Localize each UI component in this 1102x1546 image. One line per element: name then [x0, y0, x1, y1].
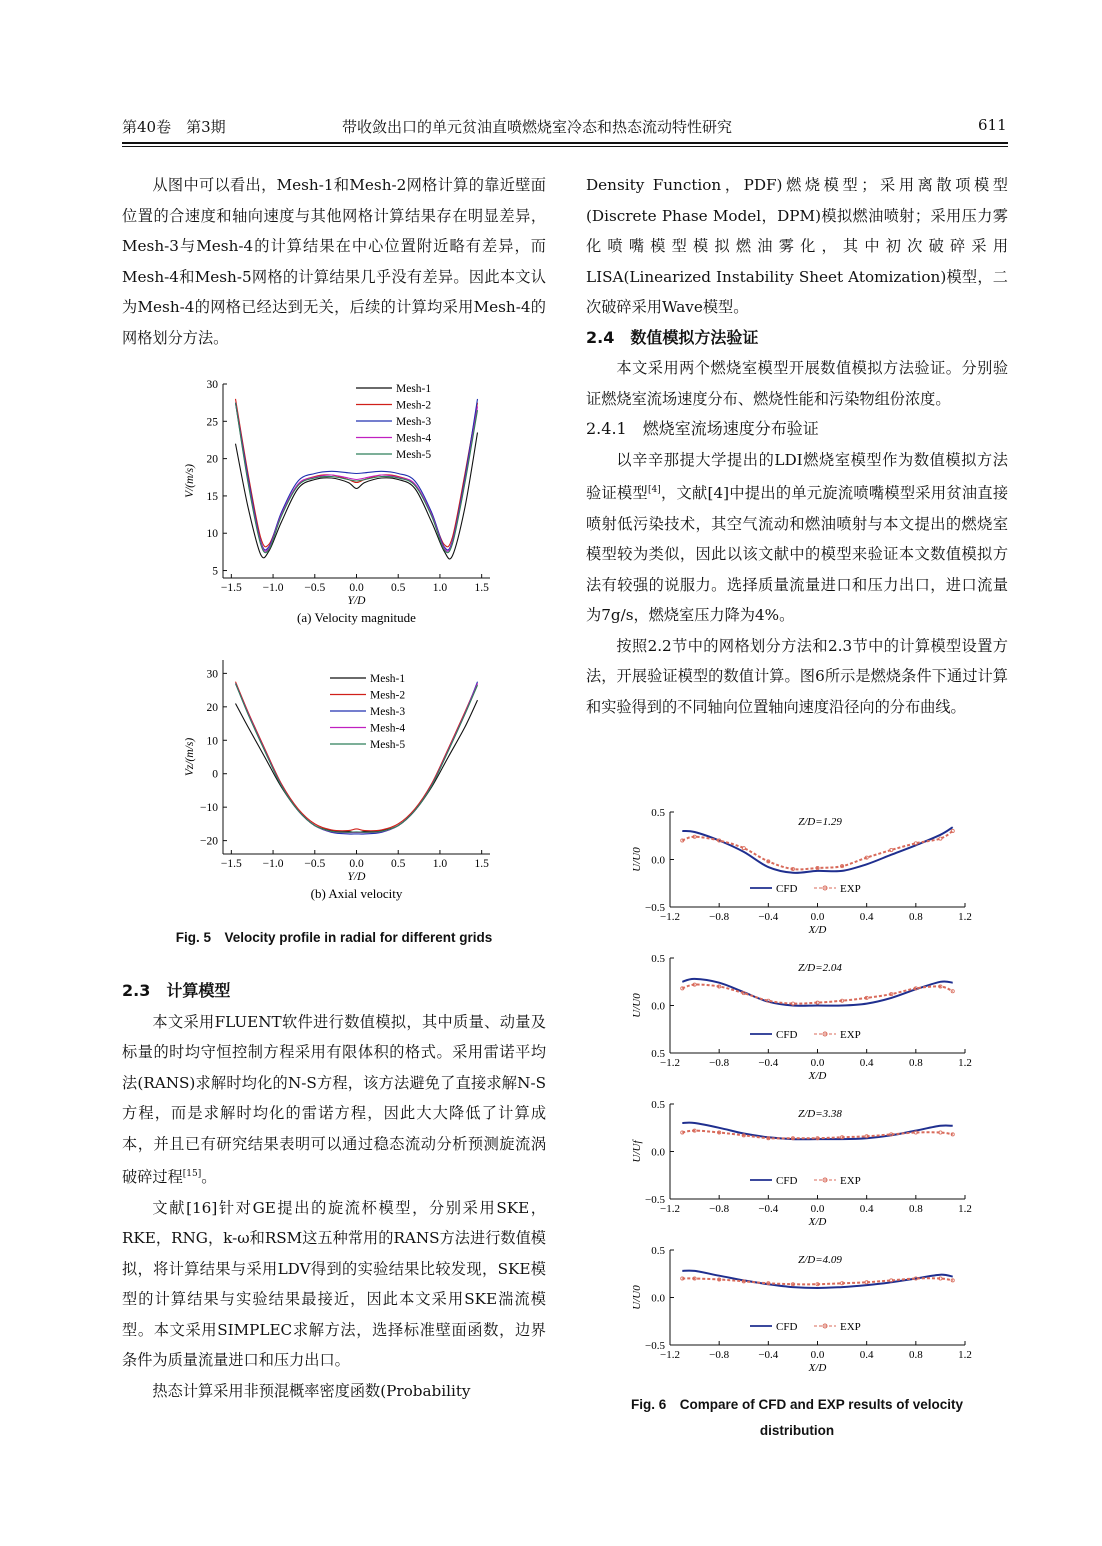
x-tick-label: −0.8: [709, 1057, 730, 1069]
paragraph: [122, 1007, 546, 1193]
x-tick-label: −0.5: [304, 582, 326, 594]
x-tick-label: 0.4: [859, 1057, 874, 1069]
x-tick-label: 1.5: [474, 582, 489, 594]
fig6-chart-1: [610, 802, 990, 942]
figure-caption-line: Fig. 6 Compare of CFD and EXP results of velocity: [630, 1397, 964, 1412]
y-tick-label: 20: [206, 453, 218, 466]
series-line-exp: [682, 1131, 952, 1139]
y-axis-label: U/Uf: [631, 1140, 643, 1163]
y-axis-label: V/(m/s): [184, 464, 196, 498]
data-point: [951, 1279, 954, 1282]
x-tick-label: 1.0: [432, 582, 448, 594]
x-tick-label: 1.5: [474, 858, 489, 870]
x-tick-label: 0.4: [859, 1203, 874, 1215]
y-tick-label: 0.5: [651, 807, 665, 819]
x-tick-label: 0.5: [391, 582, 406, 594]
x-tick-label: −1.5: [220, 858, 242, 870]
figure-caption: [586, 1392, 1008, 1444]
left-column-bottom: [122, 976, 546, 1406]
panel-title: Z/D=3.38: [798, 1108, 842, 1120]
x-tick-label: −0.8: [709, 1349, 730, 1361]
series-line-mesh-2: [236, 682, 478, 831]
x-tick-label: −0.8: [709, 911, 730, 923]
fig5a-chart: [160, 372, 520, 644]
x-tick-label: −0.4: [758, 1203, 779, 1215]
y-axis-label: U/U0: [631, 847, 643, 872]
header-rule-thin: [122, 146, 1008, 147]
x-tick-label: −0.4: [758, 1349, 779, 1361]
y-tick-label: 15: [206, 490, 218, 503]
running-title: 带收敛出口的单元贫油直喷燃烧室冷态和热态流动特性研究: [342, 118, 733, 136]
series-line-cfd: [682, 979, 952, 1006]
figure-caption-line: distribution: [759, 1423, 835, 1438]
paragraph: [586, 445, 1008, 631]
x-tick-label: 0.0: [810, 911, 825, 923]
series-line-mesh-4: [236, 403, 478, 552]
x-tick-label: 1.2: [958, 1203, 972, 1215]
x-tick-label: 0.8: [908, 1203, 923, 1215]
x-tick-label: 0.4: [859, 1349, 874, 1361]
x-axis-label: X/D: [808, 1070, 827, 1082]
fig6-chart-2: [610, 948, 990, 1088]
y-tick-label: 20: [206, 701, 218, 714]
y-tick-label: −20: [200, 835, 218, 848]
header-rule: [122, 142, 1008, 144]
series-line-mesh-3: [236, 682, 478, 834]
y-tick-label: 0.0: [651, 854, 665, 867]
figure-caption: Fig. 5 Velocity profile in radial for different grids: [175, 930, 493, 945]
paragraph-text: ，文献[4]中提出的单元旋流喷嘴模型采用贫油直接喷射低污染技术，其空气流动和燃油喷射与本文提出的燃烧室模型较为类似，因此以该文献中的模型来验证本文数值模拟方法有较强的说服力。选择质量流量进口和压力出口，进口流量为7g/s，燃烧室压力降为4%。: [586, 484, 1009, 625]
x-tick-label: −1.0: [262, 858, 284, 870]
y-tick-label: 5: [212, 565, 218, 578]
paragraph: 热态计算采用非预混概率密度函数(Probability: [152, 1381, 471, 1400]
running-header: [122, 116, 1008, 140]
panel-title: Z/D=4.09: [798, 1254, 842, 1266]
x-axis-label: X/D: [808, 1216, 827, 1228]
legend-label: Mesh-2: [370, 689, 406, 702]
x-tick-label: 1.2: [958, 1057, 972, 1069]
legend-label: Mesh-3: [396, 416, 432, 428]
y-tick-label: −0.5: [645, 1194, 665, 1206]
x-tick-label: 1.2: [958, 1349, 972, 1361]
series-line-mesh-4: [236, 683, 478, 832]
legend-label: Mesh-5: [396, 449, 432, 461]
legend-label: CFD: [776, 1175, 798, 1187]
citation: [15]: [182, 1169, 202, 1179]
x-tick-label: 1.2: [958, 911, 972, 923]
fig6-chart-3: [610, 1094, 990, 1234]
y-tick-label: 10: [206, 735, 218, 748]
y-tick-label: 0.0: [651, 1146, 665, 1159]
x-tick-label: −0.5: [304, 858, 326, 870]
left-column-top: [122, 170, 546, 353]
page-number: 611: [978, 116, 1007, 134]
x-tick-label: −1.5: [220, 582, 242, 594]
legend-label: Mesh-2: [396, 399, 432, 412]
panel-title: Z/D=2.04: [798, 962, 842, 974]
series-line-cfd: [682, 827, 952, 873]
x-tick-label: 0.8: [908, 911, 923, 923]
x-tick-label: −1.2: [660, 1203, 680, 1215]
panel-title: Z/D=1.29: [798, 816, 842, 828]
x-axis-label: X/D: [808, 1362, 827, 1374]
y-tick-label: 30: [206, 668, 218, 681]
citation: [4]: [648, 485, 661, 495]
section-heading: 2.4 数值模拟方法验证: [586, 327, 759, 347]
y-tick-label: −0.5: [645, 902, 665, 914]
x-tick-label: −0.4: [758, 1057, 779, 1069]
paragraph: 本文采用两个燃烧室模型开展数值模拟方法验证。分别验证燃烧室流场速度分布、燃烧性能和污染物组份浓度。: [586, 359, 1008, 408]
x-axis-label: Y/D: [347, 595, 366, 607]
y-tick-label: 0.5: [651, 1048, 665, 1060]
legend-label: Mesh-5: [370, 739, 406, 751]
legend-label: Mesh-3: [370, 706, 406, 718]
y-tick-label: −0.5: [645, 1340, 665, 1352]
x-tick-label: 0.0: [349, 582, 364, 594]
x-tick-label: 0.4: [859, 911, 874, 923]
y-tick-label: 10: [206, 528, 218, 541]
y-tick-label: 0.5: [651, 1245, 665, 1257]
fig6-chart-4: [610, 1240, 990, 1380]
paragraph: 文献[16]针对GE提出的旋流杯模型，分别采用SKE，RKE，RNG，k-ω和RSM这五种常用的RANS方法进行数值模拟，将计算结果与采用LDV得到的实验结果比较发现，SKE模型的计算结果与实验结果最接近，因此本文采用SKE湍流模型。本文采用SIMPLEC求解方法，选择标准壁面函数，边界条件为质量流量进口和压力出口。: [122, 1198, 546, 1370]
x-tick-label: −1.2: [660, 911, 680, 923]
panel-subcaption: (a) Velocity magnitude: [297, 610, 416, 625]
journal-volume: 第40卷 第3期: [122, 118, 226, 136]
legend-label: CFD: [776, 1321, 798, 1333]
x-tick-label: 0.8: [908, 1349, 923, 1361]
legend-label: EXP: [840, 1321, 861, 1333]
y-tick-label: 0: [212, 768, 218, 781]
series-line-mesh-5: [236, 683, 478, 832]
x-tick-label: 1.0: [432, 858, 448, 870]
y-tick-label: 0.5: [651, 1099, 665, 1111]
fig5b-chart: [160, 650, 520, 915]
panel-subcaption: (b) Axial velocity: [310, 886, 403, 901]
x-tick-label: −1.2: [660, 1057, 680, 1069]
x-tick-label: −1.0: [262, 582, 284, 594]
legend-label: CFD: [776, 1029, 798, 1041]
y-tick-label: 0.5: [651, 953, 665, 965]
right-column: [586, 170, 1008, 722]
series-line-exp: [682, 831, 952, 869]
legend-label: EXP: [840, 1175, 861, 1187]
legend-label: EXP: [840, 883, 861, 895]
x-tick-label: 0.0: [810, 1203, 825, 1215]
series-line-exp: [682, 1278, 952, 1284]
x-tick-label: 0.0: [810, 1349, 825, 1361]
x-tick-label: −0.4: [758, 911, 779, 923]
x-axis-label: X/D: [808, 924, 827, 936]
paragraph: 按照2.2节中的网格划分方法和2.3节中的计算模型设置方法，开展验证模型的数值计算。图6所示是燃烧条件下通过计算和实验得到的不同轴向位置轴向速度沿径向的分布曲线。: [586, 636, 1008, 716]
legend-label: Mesh-4: [396, 432, 432, 445]
x-tick-label: 0.8: [908, 1057, 923, 1069]
paragraph: Density Function，PDF)燃烧模型；采用离散项模型(Discrete Phase Model，DPM)模拟燃油喷射；采用压力雾化喷嘴模型模拟燃油雾化，其中初次破碎采用LISA(Linearized Instability Sheet Atomization)模型，二次破碎采用Wave模型。: [586, 176, 1008, 316]
x-tick-label: −0.8: [709, 1203, 730, 1215]
legend-label: CFD: [776, 883, 798, 895]
y-tick-label: 30: [206, 379, 218, 391]
subsection-heading: 2.4.1 燃烧室流场速度分布验证: [586, 419, 819, 438]
x-tick-label: 0.0: [349, 858, 364, 870]
paragraph-end: 。: [201, 1168, 217, 1187]
legend-label: Mesh-1: [396, 383, 432, 395]
series-line-mesh-5: [236, 403, 478, 553]
paragraph-text: 本文采用FLUENT软件进行数值模拟，其中质量、动量及标量的时均守恒控制方程采用有限体积的格式。采用雷诺平均法(RANS)求解时均化的N-S方程，该方法避免了直接求解N-S方程，而是求解时均化的雷诺方程，因此大大降低了计算成本，并且已有研究结果表明可以通过稳态流动分析预测旋流涡破碎过程: [122, 1012, 546, 1187]
legend-label: Mesh-4: [370, 722, 406, 735]
y-axis-label: U/U0: [631, 993, 643, 1018]
x-tick-label: 0.5: [391, 858, 406, 870]
legend-label: Mesh-1: [370, 673, 406, 685]
x-axis-label: Y/D: [347, 871, 366, 883]
x-tick-label: −1.2: [660, 1349, 680, 1361]
section-heading: 2.3 计算模型: [122, 981, 231, 1000]
y-axis-label: Vz/(m/s): [184, 737, 196, 777]
paragraph: 从图中可以看出，Mesh-1和Mesh-2网格计算的靠近壁面位置的合速度和轴向速度与其他网格计算结果存在明显差异，Mesh-3与Mesh-4的计算结果在中心位置附近略有差异，而Mesh-4和Mesh-5网格的计算结果几乎没有差异。因此本文认为Mesh-4的网格已经达到无关，后续的计算均采用Mesh-4的网格划分方法。: [122, 176, 546, 347]
x-tick-label: 0.0: [810, 1057, 825, 1069]
y-tick-label: 25: [206, 416, 218, 429]
y-tick-label: 0.0: [651, 1292, 665, 1305]
paragraph-text: 以辛辛那提大学提出的LDI燃烧室模型作为数值模拟方法验证模型: [586, 450, 1008, 503]
y-axis-label: U/U0: [631, 1285, 643, 1310]
y-tick-label: 0.0: [651, 1000, 665, 1013]
legend-label: EXP: [840, 1029, 861, 1041]
y-tick-label: −10: [200, 802, 218, 815]
